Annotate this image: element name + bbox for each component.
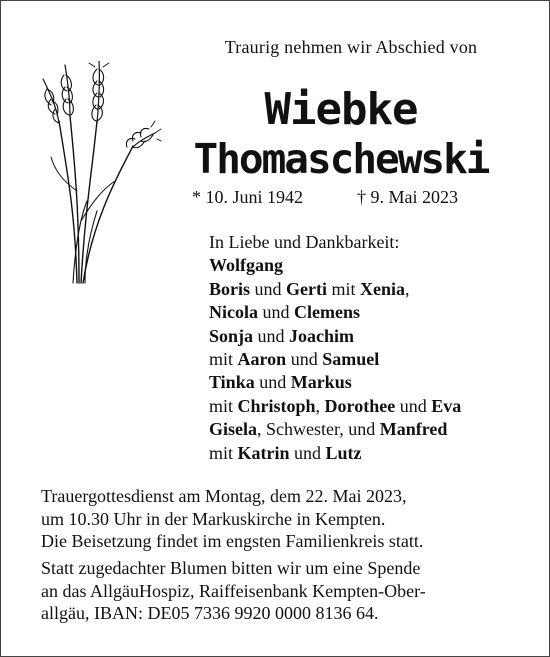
connector-text: und: [286, 349, 323, 370]
mourner-name: Samuel: [322, 349, 380, 370]
connector-text: und: [253, 325, 290, 346]
intro-line: [1, 37, 550, 58]
connector-text: , Schwester, und: [257, 419, 380, 440]
service-line: um 10.30 Uhr in der Markuskirche in Kempten.: [41, 508, 386, 529]
mourner-line: [209, 371, 461, 394]
mourner-line: [209, 418, 461, 441]
connector-text: und: [254, 372, 291, 393]
birth-date: * 10. Juni 1942: [192, 187, 304, 207]
intro-text: Traurig nehmen wir Abschied von: [224, 37, 478, 57]
mourner-line: [209, 254, 461, 277]
mourner-name: Eva: [431, 395, 462, 416]
connector-text: und: [395, 395, 432, 416]
mourner-line: [209, 442, 461, 465]
donation-line: an das AllgäuHospiz, Raiffeisenbank Kempten-Ober-: [41, 580, 426, 601]
death-date: † 9. Mai 2023: [357, 187, 458, 207]
connector-text: und: [289, 442, 326, 463]
connector-text: und: [250, 278, 287, 299]
service-line: Trauergottesdienst am Montag, dem 22. Mai 2023,: [41, 486, 407, 506]
mourners-list: [209, 231, 461, 465]
connector-text: mit: [327, 278, 361, 299]
connector-text: ,: [405, 278, 410, 299]
donation-info: [41, 557, 426, 625]
funeral-service-info: [41, 485, 423, 553]
donation-line: Statt zugedachter Blumen bitten wir um eine Spende: [41, 558, 421, 578]
mourners-heading: In Liebe und Dankbarkeit:: [209, 232, 400, 252]
mourner-name: Manfred: [379, 419, 448, 440]
mourner-name: Xenia: [360, 278, 406, 299]
connector-text: mit: [209, 349, 238, 370]
mourner-name: Christoph: [237, 395, 316, 416]
mourner-line: [209, 395, 461, 418]
mourner-line: [209, 348, 461, 371]
donation-line: allgäu, IBAN: DE05 7336 9920 0000 8136 64.: [41, 603, 379, 623]
mourner-name: Wolfgang: [209, 255, 284, 276]
mourner-name: Sonja: [209, 325, 254, 346]
mourner-name: Katrin: [237, 442, 290, 463]
mourner-line: [209, 325, 461, 348]
mourner-line: [209, 278, 461, 301]
mourner-line: [209, 301, 461, 324]
mourner-name: Gerti: [286, 278, 327, 299]
deceased-first-name: Wiebke: [264, 84, 418, 135]
mourner-name: Gisela: [209, 419, 257, 440]
connector-text: und: [258, 302, 294, 323]
mourner-name: Markus: [290, 372, 352, 393]
deceased-last-name: Thomaschewski: [193, 135, 489, 183]
mourner-name: Boris: [209, 278, 251, 299]
connector-text: ,: [315, 395, 325, 416]
mourner-name: Tinka: [209, 372, 255, 393]
mourner-name: Lutz: [325, 442, 362, 463]
mourner-name: Aaron: [237, 349, 287, 370]
mourner-name: Clemens: [294, 302, 360, 323]
mourner-name: Joachim: [289, 325, 355, 346]
connector-text: mit: [209, 395, 238, 416]
service-line: Die Beisetzung findet im engsten Familienkreis statt.: [41, 531, 424, 551]
connector-text: mit: [209, 442, 238, 463]
mourner-name: Dorothee: [324, 395, 396, 416]
mourner-name: Nicola: [209, 302, 258, 323]
